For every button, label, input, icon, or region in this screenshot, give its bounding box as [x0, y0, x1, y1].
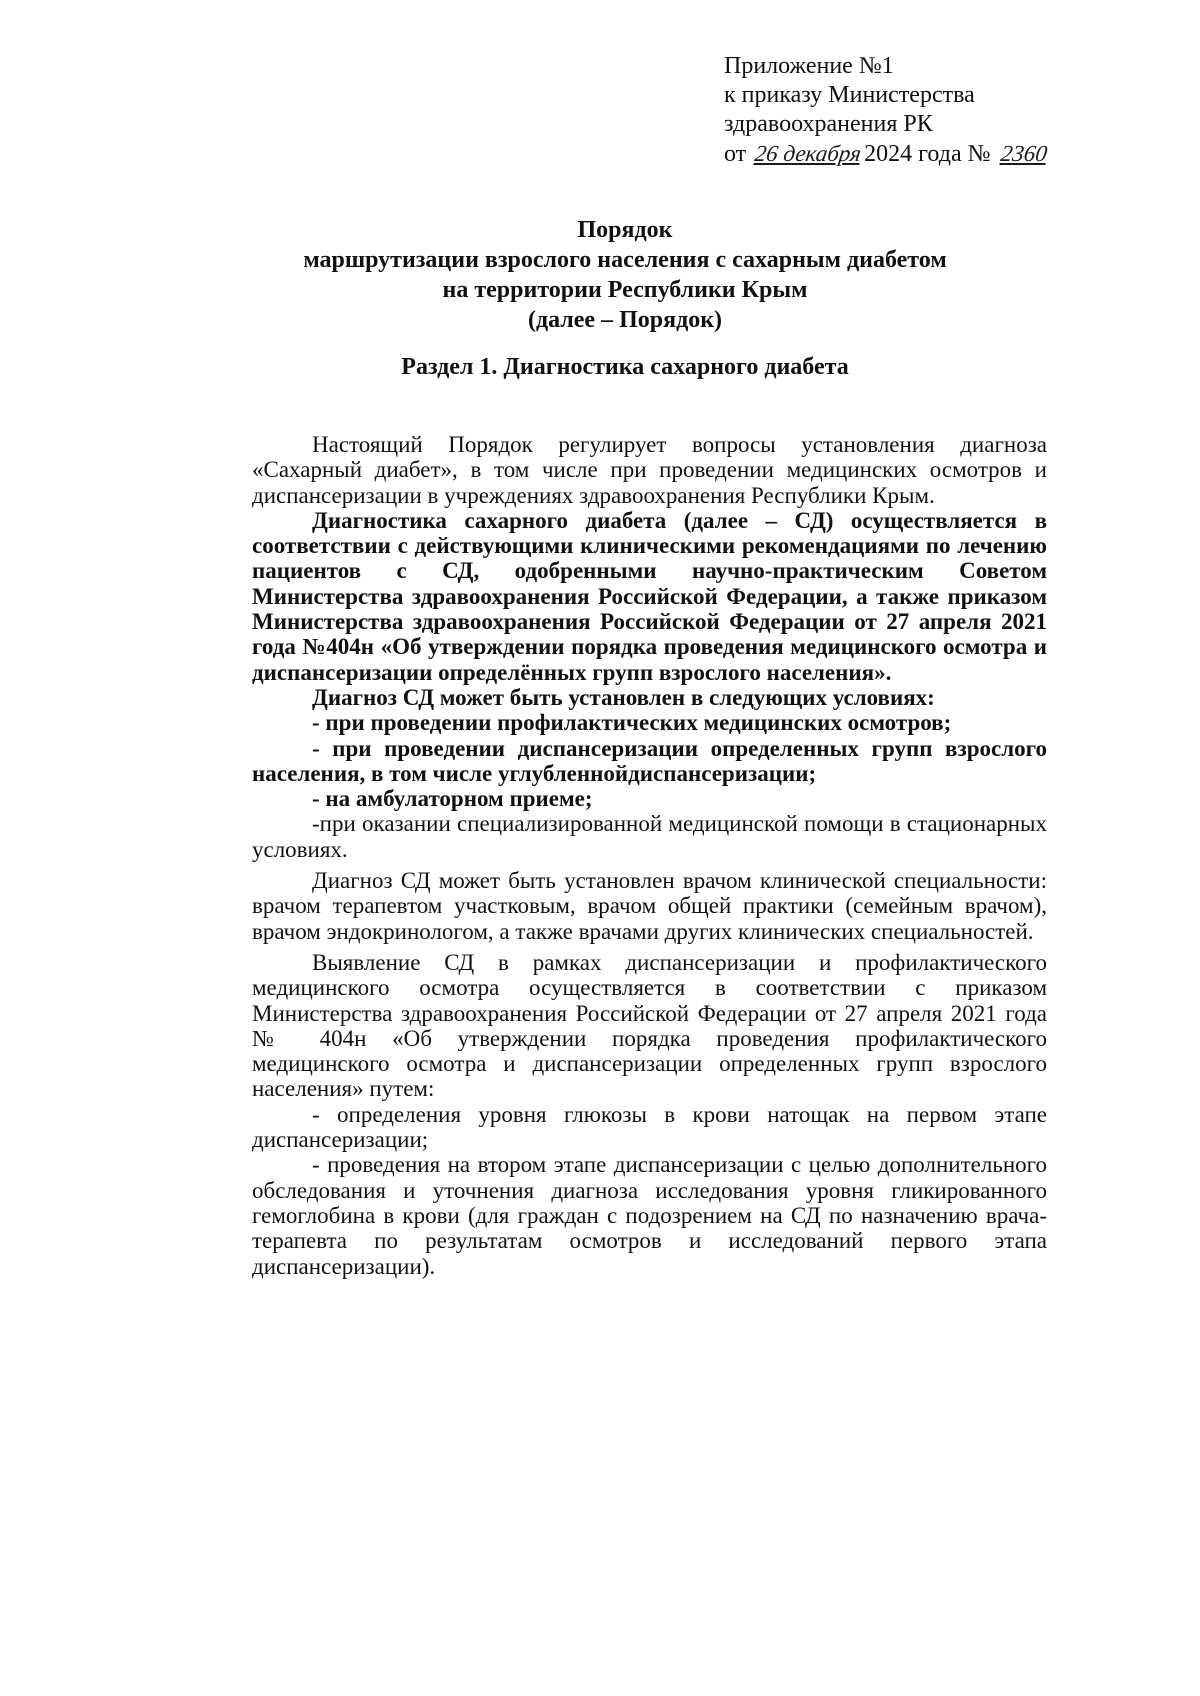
paragraph-scope: Настоящий Порядок регулирует вопросы установления диагноза «Сахарный диабет», в том числе при проведении медицинских осмотров и диспансеризации в учреждениях здравоохранения Республики Крым.: [252, 432, 1047, 508]
list-item-hba1c: - проведения на втором этапе диспансеризации с целью дополнительного обследования и уточнения диагноза исследования уровня гликированного гемоглобина в крови (для граждан с подозрением на СД по назначению врача-терапевта по результатам осмотров и исследований первого этапа диспансеризации).: [252, 1152, 1047, 1279]
appendix-date-line: [724, 139, 1144, 169]
handwritten-date: 26 декабря: [753, 141, 863, 166]
appendix-line-2: к приказу Министерства: [724, 82, 975, 108]
appendix-line-3: здравоохранения РК: [724, 111, 933, 137]
paragraph-conditions-intro: Диагноз СД может быть установлен в следующих условиях:: [312, 684, 935, 710]
document-title: [200, 215, 1050, 335]
list-item-inpatient: -при оказании специализированной медицинской помощи в стационарных условиях.: [252, 811, 1047, 862]
handwritten-order-number: 2360: [998, 141, 1049, 166]
section-heading: Раздел 1. Диагностика сахарного диабета: [401, 354, 849, 380]
date-prefix: от: [724, 141, 747, 167]
title-line-2: маршрутизации взрослого населения с сахарным диабетом: [303, 247, 947, 273]
date-year: 2024 года №: [864, 141, 991, 167]
list-item-glucose: - определения уровня глюкозы в крови натощак на первом этапе диспансеризации;: [252, 1101, 1047, 1153]
paragraph-detection: Выявление СД в рамках диспансеризации и профилактического медицинского осмотра осуществляется в соответствии с приказом Министерства здравоохранения Российской Федерации от 27 апреля 2021 года № 404н «Об утверждении порядка проведения профилактического медицинского осмотра и диспансеризации определенных групп взрослого населения» путем:: [252, 949, 1047, 1102]
title-line-4: (далее – Порядок): [527, 307, 723, 333]
title-line-1: Порядок: [577, 217, 673, 243]
paragraph-diagnostics-basis: Диагностика сахарного диабета (далее – СД) осуществляется в соответствии с действующими клиническими рекомендациями по лечению пациентов с СД, одобренными научно-практическим Советом Министерства здравоохранения Российской Федерации, а также приказом Министерства здравоохранения Российской Федерации от 27 апреля 2021 года №404н «Об утверждении порядка проведения медицинского осмотра и диспансеризации определённых групп взрослого населения».: [252, 507, 1047, 685]
list-item-prof-exam: - при проведении профилактических медицинских осмотров;: [312, 710, 952, 736]
appendix-header: [724, 52, 1144, 169]
document-body: [252, 432, 1047, 1279]
paragraph-doctors: Диагноз СД может быть установлен врачом клинической специальности: врачом терапевтом участковым, врачом общей практики (семейным врачом), врачом эндокринологом, а также врачами других клинических специальностей.: [252, 868, 1047, 944]
list-item-dispensarization: - при проведении диспансеризации определенных групп взрослого населения, в том числе углубленнойдиспансеризации;: [252, 735, 1047, 786]
appendix-line-1: Приложение №1: [724, 53, 894, 79]
list-item-outpatient: - на амбулаторном приеме;: [312, 786, 593, 812]
title-line-3: на территории Республики Крым: [442, 277, 808, 303]
